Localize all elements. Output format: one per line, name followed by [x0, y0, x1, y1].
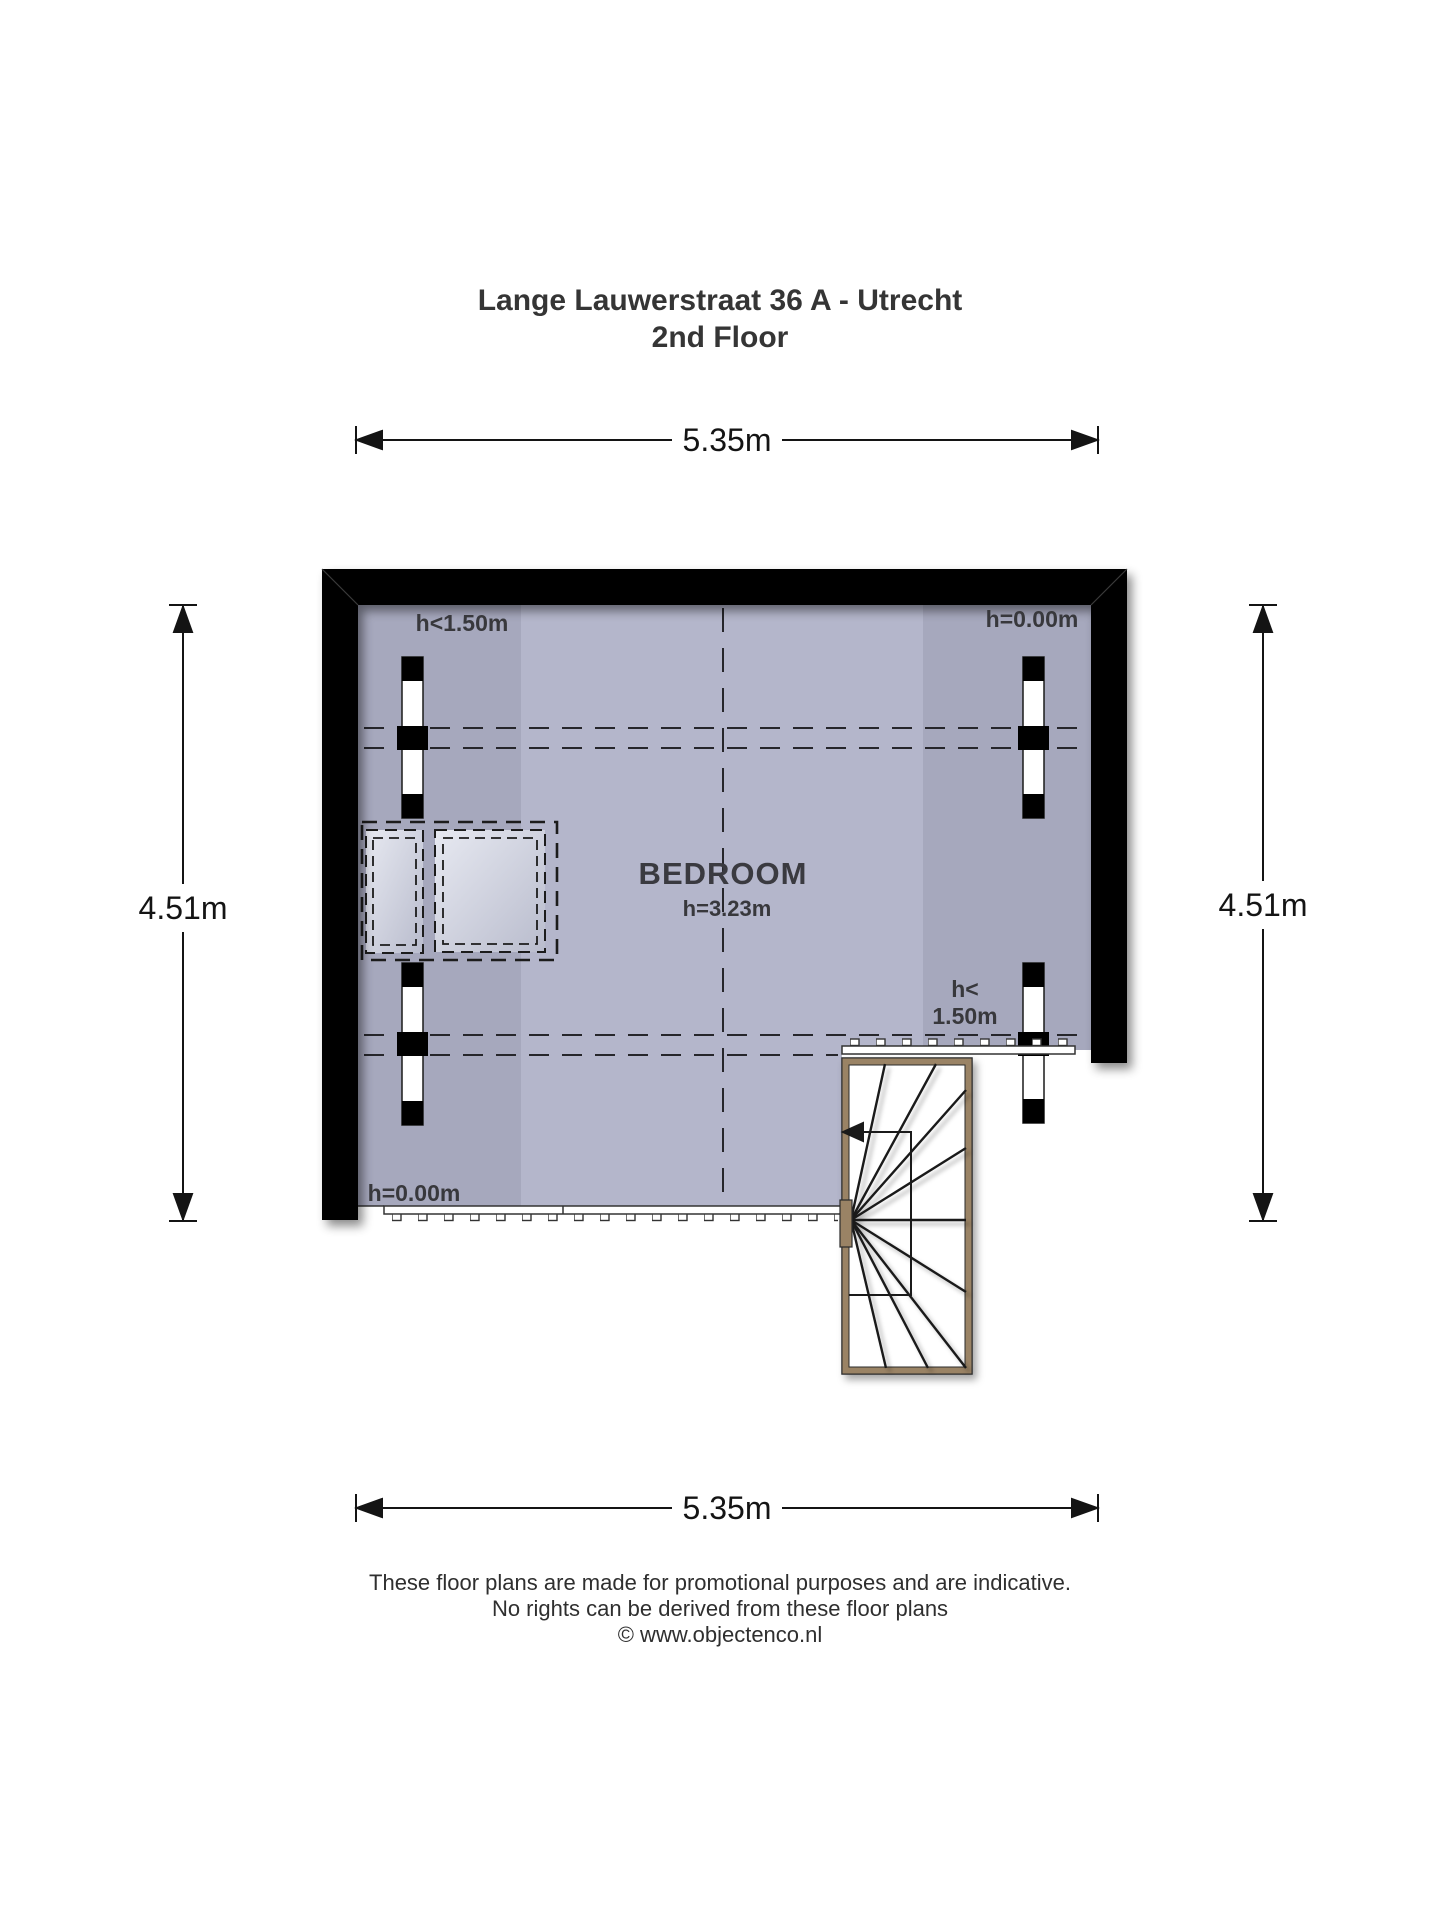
dimension-arrow-icon	[174, 1194, 192, 1219]
dimension-label-bottom: 5.35m	[682, 1490, 772, 1526]
dashed-unit-left	[366, 830, 423, 953]
disclaimer-copyright: © www.objectenco.nl	[617, 1622, 823, 1647]
dimension-label-right: 4.51m	[1218, 887, 1308, 923]
dimension-arrow-icon	[1072, 431, 1097, 449]
wall-top	[322, 569, 1127, 605]
wall-left	[322, 569, 358, 1220]
roof-window-icon	[1018, 657, 1049, 818]
floor-edge-railing	[384, 1206, 842, 1214]
height-annotation-right-line1: h<	[951, 976, 979, 1002]
spiral-staircase	[840, 1058, 972, 1374]
dimension-arrow-icon	[174, 607, 192, 632]
disclaimer-line1: These floor plans are made for promotional purposes and are indicative.	[369, 1570, 1071, 1595]
dimension-label-left: 4.51m	[138, 890, 228, 926]
dimension-arrow-icon	[1254, 1194, 1272, 1219]
railing-ticks	[392, 1214, 838, 1222]
roof-window-icon	[397, 963, 428, 1125]
disclaimer	[0, 1570, 1440, 1648]
dimension-arrow-icon	[357, 1499, 382, 1517]
roof-window-icon	[397, 657, 428, 818]
room-label: BEDROOM	[638, 856, 808, 891]
page-title	[0, 282, 1440, 356]
dimension-arrow-icon	[1254, 607, 1272, 632]
dashed-ceiling-object-group	[362, 822, 557, 960]
title-floor: 2nd Floor	[651, 321, 789, 354]
dimension-arrow-icon	[357, 431, 382, 449]
stair-void-railing	[842, 1046, 1075, 1054]
room-ceiling-height: h=3.23m	[682, 896, 772, 921]
dashed-unit-right	[435, 830, 545, 952]
dimension-label-top: 5.35m	[682, 422, 772, 458]
stair-newel-post	[840, 1200, 852, 1247]
height-annotation-right	[932, 976, 997, 1030]
wall-right	[1091, 569, 1127, 1063]
railing-ticks	[846, 1038, 1072, 1046]
disclaimer-line2: No rights can be derived from these floor plans	[491, 1596, 949, 1621]
height-annotation-top-left: h<1.50m	[415, 610, 509, 636]
height-annotation-bottom-left: h=0.00m	[367, 1180, 461, 1206]
dimension-arrow-icon	[1072, 1499, 1097, 1517]
title-address: Lange Lauwerstraat 36 A - Utrecht	[477, 284, 963, 317]
height-annotation-top-right: h=0.00m	[985, 606, 1079, 632]
height-annotation-right-line2: 1.50m	[932, 1003, 998, 1029]
